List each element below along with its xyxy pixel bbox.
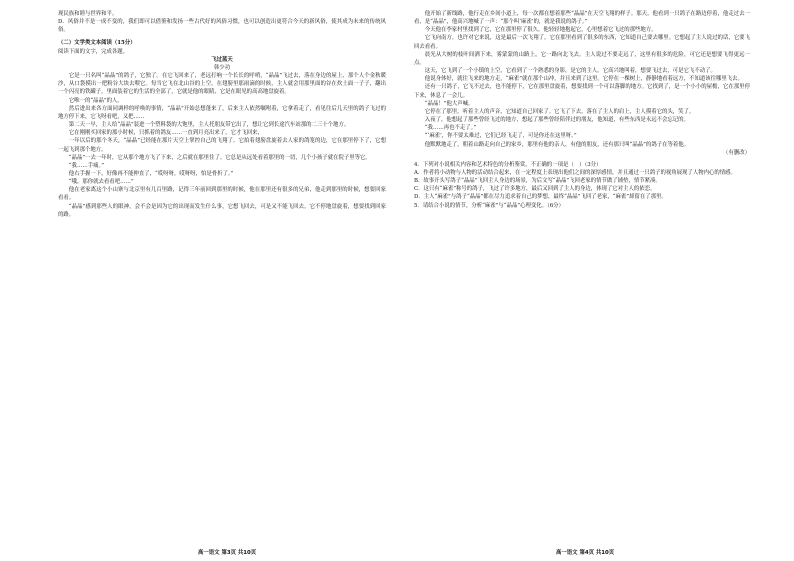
- story-paragraph: 他右手握一下，好像再不能伸直了，“哎呀呀，哎呀呀，怕是骨折了。”: [68, 170, 234, 177]
- story-paragraph: “我……再也不走了。”: [424, 125, 477, 132]
- story-paragraph: “晶晶”感到那些人的眼神，会不会是因为它的出现而发生什么事，它想飞回去，可是又不能飞回去。它不停地盘旋着，想要找到回家的路。: [58, 203, 386, 218]
- right-column: [414, 10, 750, 530]
- option-b: B．故事开头写鸽子“晶晶”飞回主人身边的场景，为后文写“晶晶”飞回老家的情节做了铺垫，情节紧凑。: [414, 178, 661, 185]
- story-paragraph: 还有一只鸽子，它飞不过去，也不能停下，它在那里盘旋着，想要找到一个可以落脚的地方。它找到了，是一个小小的屋檐，它在那里停下来，休息了一会儿。: [414, 84, 750, 99]
- page-footer-left: 高一语文 第3页 共10页: [198, 550, 257, 556]
- story-paragraph: 他说身体好，就往飞来的地方走，“麻雀”就在那个山冲，并且来到了这里。它停在一棵树上，静静地看着远方，不知道该往哪里飞去。: [424, 76, 743, 83]
- story-paragraph: 晨光从大树的枝叶间洒下来，雾蒙蒙的山路上，它一路向北飞去。主人说过不要走远了，这里有很多的危险，可它还是想要飞得更远一点。: [414, 51, 750, 66]
- story-paragraph: 它是一只名叫“晶晶”的鸽子，它独了。在它飞回来了，老远打响一个长长的呼哨，“晶晶”飞过去，落在身边的屋上，那个人个金秋暖沙，从口袋摸出一把粉谷大块去喂它。每当它飞在北山谷的上空，在翅膀里那雨滴的时候，主人就会用那里面的谷在炊土面一子子，翻出一个闪亮的铁罐子，里面装着它的生活的全部了，它就是他的眼睛，它是在眼见的高高地盘旋着。: [58, 73, 386, 96]
- story-paragraph: “哦，那你就去看看吧……”: [68, 179, 134, 186]
- story-paragraph: 一年以后的那个冬天，“晶晶”已经能在那片天空上掌控自己的飞翔了。它拍着翅膀盘旋着去人家的鸽笼的边，它在那里停下了，它想一起飞到那个地方。: [58, 138, 386, 153]
- option-d: D．主人“麻雀”与鸽子“晶晶”都在尽力追求着自己的梦想，最终“晶晶”飞回了老家，“麻雀”却留在了那里。: [414, 194, 667, 201]
- intro-option-d: D．风俗并不是一成不变的，我们即可以借鉴和发扬一些古代好的风俗习惯，也可以创造出更符合今天的新风俗，使其成为未来的传统风俗。: [58, 19, 386, 34]
- story-paragraph: 入夜了，他想起了那些曾经飞过的地方，想起了那些曾经陪伴过的朋友，他知道，有些东西是永远不会忘记的。: [424, 117, 689, 124]
- story-title: 飞过蓝天: [211, 56, 233, 63]
- story-paragraph: 他默默地走了，朝着山路走向自己的家乡，那里有他的亲人，有他的朋友，还有那只叫“晶晶”的鸽子在等着他。: [424, 141, 690, 148]
- story-paragraph: 他开始了新线路，他行走在乡间小道上，每一次都在想着那些“晶晶”在天空飞翔的样子。那天，他看到一只鸽子在路边停着，他走过去一看，是“晶晶”，他高兴地喊了一声：“那个叫‘麻雀’的，就是我说的鸽子。”: [414, 11, 750, 26]
- question-5: 5．请结合小说的情节，分析“麻雀”与“晶晶”心理变化。（6分）: [414, 202, 564, 209]
- intro-line: 现民族和睦与世界和平。: [58, 11, 118, 17]
- story-author: 韩少功: [213, 64, 231, 71]
- left-column: [58, 10, 386, 530]
- option-c: C．这只有“麻雀”称号的鸽子，飞过了许多地方，最后又回到了主人的身边，体现了它对主人的依恋。: [414, 186, 656, 193]
- story-paragraph: 他在老家离这个小山寨与北京里有几百里路，记得三年前回到那里的时候，他在那里还有很多的兄弟，他走到那里的时候，想要回家看看。: [58, 187, 386, 202]
- story-paragraph: 它唯一的“晶晶”的人。: [68, 97, 123, 104]
- page-footer-right: 高一语文 第4页 共10页: [556, 550, 615, 556]
- story-paragraph: “晶晶”一去一年时，它从那个地方飞了下来，之后就在那里住了。它总是从远处看着那里的一切，几个小孩子就在院子里等它。: [68, 154, 371, 161]
- story-paragraph: 今天他在李家村里找到了它，它在那里停了很久。他轻轻地抱起它，心里想着它飞过的那些地方。: [424, 27, 657, 34]
- story-paragraph: “晶晶！”他大声喊。: [424, 100, 474, 107]
- question-4: 4．下列对小说相关内容和艺术特色的分析鉴赏，不正确的一项是（ ）（3分）: [414, 161, 602, 168]
- story-paragraph: “我……手痛。”: [68, 162, 104, 169]
- story-paragraph: 它停在了那里，听着主人的声音，它知道自己回家了。它飞了下去，落在了主人的肩上，主人摸着它的头，笑了。: [424, 108, 695, 115]
- story-paragraph: 第二天一早，主人给“晶晶”装进一个塑料袋的大饱里，主人托朋友带它出了，想让它到长途汽车站那的二三十个地方。: [68, 122, 350, 129]
- section-heading: （二）文学类文本阅读（15分）: [58, 40, 136, 47]
- story-paragraph: 它在刚刚买回家的那小时候，只抓着的鸽友……一直到月亮出来了，它才飞回来，: [68, 130, 263, 137]
- option-a: A．作者将小动物与人物的活动结合起来，在一定程度上表现出他们之间的深厚感情，并且通过一只鸽子的视角展现了人物内心的情感。: [414, 169, 736, 176]
- story-paragraph: 它飞向南方。也许对它来说，这是最后一次飞翔了。它在那里看到了很多的东西，它知道自己要去哪里。它想起了主人说过的话，它要飞回去看看。: [414, 35, 750, 50]
- instruction: 阅读下面的文字，完成各题。: [58, 48, 129, 55]
- story-paragraph: 然后进出来各方面同调样的呼唤的事情，“晶晶”开始总想蓬来了，后来主人依然嘱咐着，它拿着走了，看见往后几天里的鸽子飞过的地方停下来，它飞呀看吧，又把……: [58, 105, 386, 120]
- story-paragraph: “‘麻雀’，你不要太难过，它们已经飞走了，可是你还在这里呀。”: [424, 133, 577, 140]
- story-paragraph: 这天，它飞到了一个小镇的上空，它看到了一个熟悉的身影，是它的主人。它高兴地叫着，想要飞过去，可是它飞不动了。: [424, 68, 716, 75]
- source-note: （有删改）: [723, 149, 750, 156]
